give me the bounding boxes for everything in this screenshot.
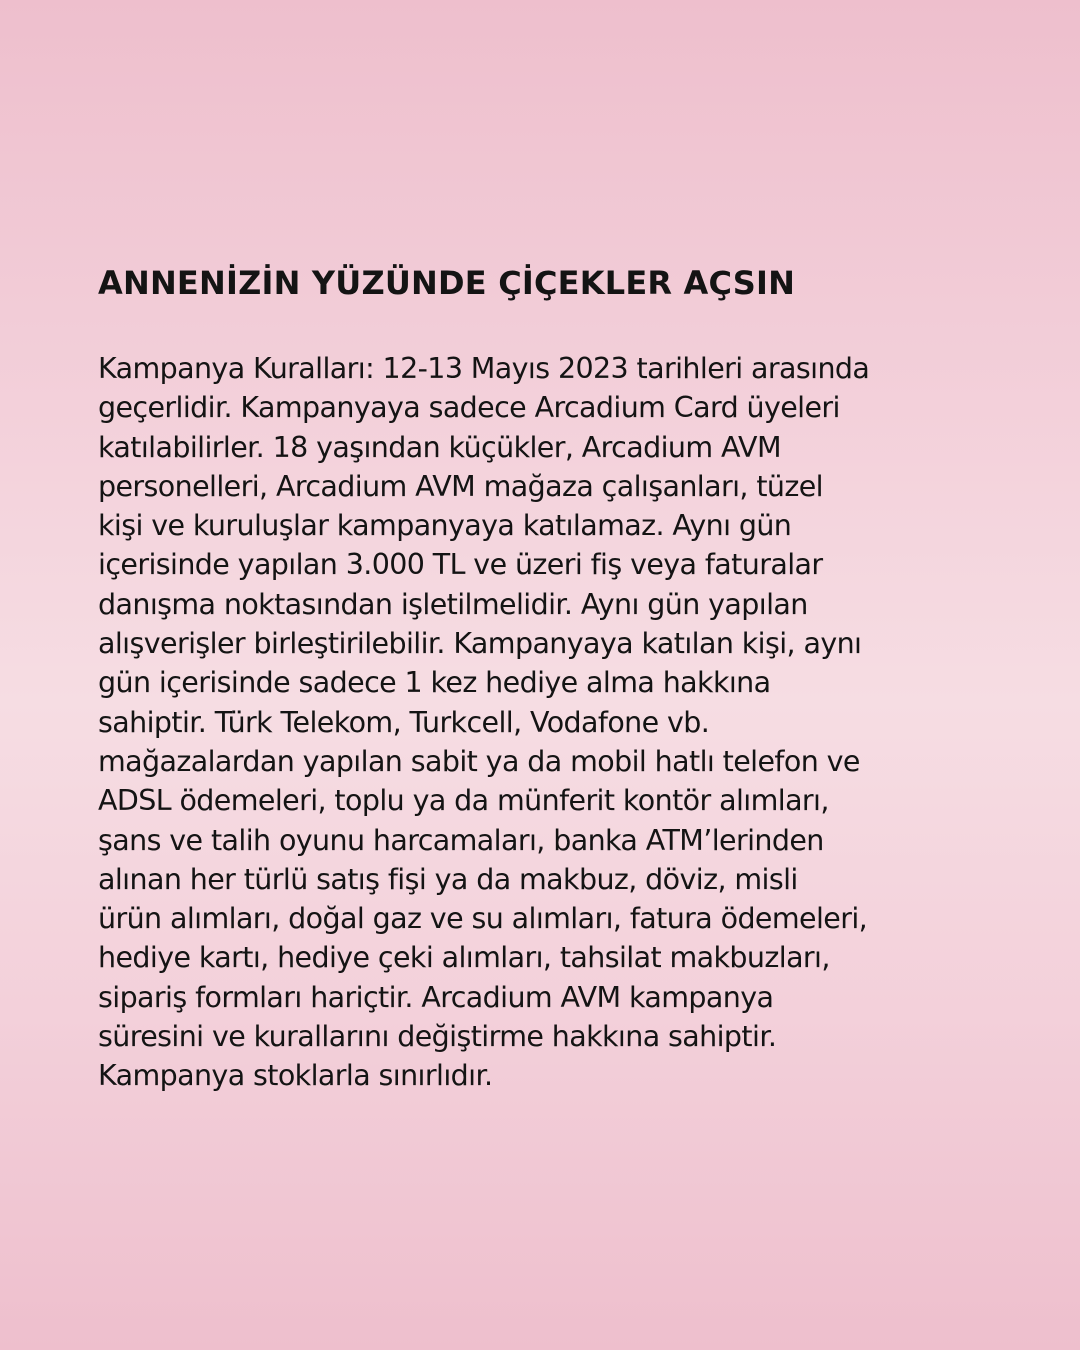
rules-line: Kampanya Kuralları: 12-13 Mayıs 2023 tarihleri arasında xyxy=(98,352,870,385)
rules-line: hediye kartı, hediye çeki alımları, tahsilat makbuzları, xyxy=(98,941,830,975)
rules-line: katılabilirler. 18 yaşından küçükler, Arcadium AVM xyxy=(98,430,781,464)
rules-line: danışma noktasından işletilmelidir. Aynı gün yapılan xyxy=(98,587,808,621)
rules-line: sahiptir. Türk Telekom, Turkcell, Vodafone vb. xyxy=(98,705,710,739)
rules-line: Kampanya stoklarla sınırlıdır. xyxy=(98,1059,493,1093)
rules-line: alınan her türlü satış fişi ya da makbuz, döviz, misli xyxy=(98,862,798,896)
rules-line: geçerlidir. Kampanyaya sadece Arcadium Card üyeleri xyxy=(98,391,840,425)
campaign-title: ANNENİZİN YÜZÜNDE ÇİÇEKLER AÇSIN xyxy=(98,264,796,302)
rules-line: sipariş formları hariçtir. Arcadium AVM kampanya xyxy=(98,980,774,1014)
rules-line: ürün alımları, doğal gaz ve su alımları, fatura ödemeleri, xyxy=(98,902,868,936)
campaign-rules xyxy=(98,349,998,1096)
rules-line: şans ve talih oyunu harcamaları, banka ATM’lerinden xyxy=(98,823,824,857)
campaign-content xyxy=(98,262,998,1096)
rules-line: kişi ve kuruluşlar kampanyaya katılamaz. Aynı gün xyxy=(98,509,792,543)
rules-line: gün içerisinde sadece 1 kez hediye alma hakkına xyxy=(98,666,771,700)
rules-line: alışverişler birleştirilebilir. Kampanyaya katılan kişi, aynı xyxy=(98,627,862,661)
rules-line: süresini ve kurallarını değiştirme hakkına sahiptir. xyxy=(98,1020,777,1054)
rules-line: içerisinde yapılan 3.000 TL ve üzeri fiş veya faturalar xyxy=(98,548,823,582)
rules-line: personelleri, Arcadium AVM mağaza çalışanları, tüzel xyxy=(98,469,823,503)
rules-line: mağazalardan yapılan sabit ya da mobil hatlı telefon ve xyxy=(98,744,860,778)
rules-line: ADSL ödemeleri, toplu ya da münferit kontör alımları, xyxy=(98,784,829,818)
